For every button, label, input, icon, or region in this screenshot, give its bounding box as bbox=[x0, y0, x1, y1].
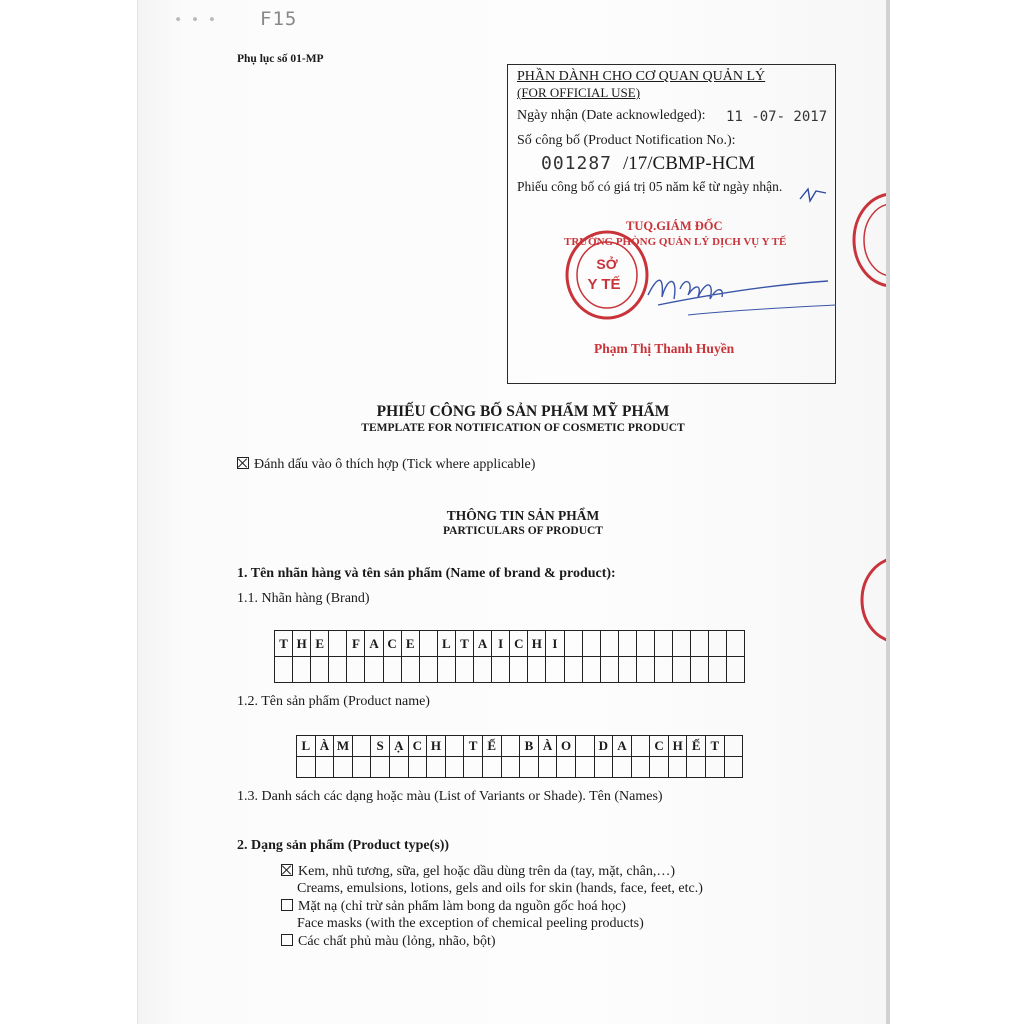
product-char-cell bbox=[409, 757, 428, 778]
product-char-cell: Ế bbox=[687, 736, 706, 757]
product-char-cell bbox=[483, 757, 502, 778]
product-char-cell bbox=[520, 757, 539, 778]
product-char-cell: C bbox=[409, 736, 428, 757]
brand-char-cell bbox=[420, 657, 438, 683]
brand-char-cell bbox=[456, 657, 474, 683]
product-type-label-en: Creams, emulsions, lotions, gels and oils for skin (hands, face, feet, etc.) bbox=[297, 881, 703, 897]
product-char-cell bbox=[650, 757, 669, 778]
product-char-cell bbox=[725, 736, 744, 757]
brand-label: 1.1. Nhãn hàng (Brand) bbox=[237, 591, 370, 606]
product-char-cell: O bbox=[557, 736, 576, 757]
brand-char-cell: T bbox=[275, 631, 293, 657]
brand-char-cell bbox=[402, 657, 420, 683]
brand-char-cell bbox=[727, 657, 745, 683]
product-char-cell bbox=[725, 757, 744, 778]
product-type-option[interactable] bbox=[281, 863, 703, 880]
product-char-cell: C bbox=[650, 736, 669, 757]
validity-text: Phiếu công bố có giá trị 05 năm kể từ ngày nhận. bbox=[517, 179, 783, 194]
brand-char-cell bbox=[311, 657, 329, 683]
product-char-cell bbox=[334, 757, 353, 778]
brand-char-cell: A bbox=[474, 631, 492, 657]
product-type-label-en: Face masks (with the exception of chemical peeling products) bbox=[297, 916, 644, 932]
brand-char-cell bbox=[420, 631, 438, 657]
brand-char-cell bbox=[492, 657, 510, 683]
product-char-cell bbox=[539, 757, 558, 778]
product-char-cell bbox=[446, 757, 465, 778]
product-type-list bbox=[281, 863, 703, 950]
brand-char-cell bbox=[709, 657, 727, 683]
product-char-cell bbox=[576, 757, 595, 778]
tick-example-checkbox bbox=[237, 457, 249, 469]
brand-char-cell bbox=[637, 657, 655, 683]
product-char-cell bbox=[632, 736, 651, 757]
product-name-grid bbox=[296, 735, 743, 778]
notification-number-suffix: /17/CBMP-HCM bbox=[623, 153, 755, 174]
product-char-cell bbox=[632, 757, 651, 778]
brand-char-cell bbox=[709, 631, 727, 657]
brand-char-cell: F bbox=[347, 631, 365, 657]
product-char-cell: D bbox=[595, 736, 614, 757]
partial-seal-top bbox=[844, 190, 886, 290]
product-char-cell bbox=[316, 757, 335, 778]
brand-name-grid bbox=[274, 630, 745, 683]
brand-char-cell bbox=[673, 657, 691, 683]
product-type-label-vi: Kem, nhũ tương, sữa, gel hoặc dầu dùng trên da (tay, mặt, chân,…) bbox=[298, 864, 676, 879]
brand-char-cell bbox=[565, 657, 583, 683]
brand-char-cell bbox=[384, 657, 402, 683]
product-char-cell: S bbox=[371, 736, 390, 757]
form-subtitle: TEMPLATE FOR NOTIFICATION OF COSMETIC PRODUCT bbox=[361, 422, 685, 434]
product-char-cell bbox=[502, 736, 521, 757]
item1-heading: 1. Tên nhãn hàng và tên sản phẩm (Name of brand & product): bbox=[237, 566, 616, 581]
product-char-cell bbox=[427, 757, 446, 778]
brand-char-cell: I bbox=[546, 631, 564, 657]
brand-char-cell bbox=[727, 631, 745, 657]
brand-char-cell: C bbox=[384, 631, 402, 657]
brand-char-cell bbox=[510, 657, 528, 683]
initial-mark bbox=[798, 185, 828, 205]
date-acknowledged-label: Ngày nhận (Date acknowledged): bbox=[517, 108, 706, 123]
brand-char-cell: E bbox=[402, 631, 420, 657]
date-acknowledged-value: 11 -07- 2017 bbox=[726, 109, 828, 125]
brand-char-cell bbox=[474, 657, 492, 683]
variants-label: 1.3. Danh sách các dạng hoặc màu (List of Variants or Shade). Tên (Names) bbox=[237, 789, 663, 804]
notification-number-label: Số công bố (Product Notification No.): bbox=[517, 133, 736, 148]
product-char-cell bbox=[353, 736, 372, 757]
brand-char-cell bbox=[655, 631, 673, 657]
brand-char-cell bbox=[365, 657, 383, 683]
brand-char-cell: E bbox=[311, 631, 329, 657]
product-type-option[interactable] bbox=[281, 933, 703, 950]
brand-char-cell: H bbox=[528, 631, 546, 657]
brand-char-cell: L bbox=[438, 631, 456, 657]
product-char-cell bbox=[353, 757, 372, 778]
document-page bbox=[138, 0, 886, 1024]
brand-char-cell: C bbox=[510, 631, 528, 657]
product-char-cell: H bbox=[669, 736, 688, 757]
brand-char-cell bbox=[673, 631, 691, 657]
product-char-cell: À bbox=[539, 736, 558, 757]
official-use-heading-en: (FOR OFFICIAL USE) bbox=[517, 85, 641, 100]
product-char-cell bbox=[390, 757, 409, 778]
product-char-cell: B bbox=[520, 736, 539, 757]
annex-label: Phụ lục số 01-MP bbox=[237, 53, 324, 65]
corner-scribble: ∙ ∙ ∙ bbox=[174, 12, 217, 28]
product-char-cell bbox=[706, 757, 725, 778]
product-char-cell: T bbox=[706, 736, 725, 757]
brand-char-cell bbox=[637, 631, 655, 657]
product-char-cell bbox=[502, 757, 521, 778]
official-use-heading: PHẦN DÀNH CHO CƠ QUAN QUẢN LÝ bbox=[517, 69, 766, 84]
corner-handwritten-note: F15 bbox=[260, 8, 298, 30]
signer-title: TUQ.GIÁM ĐỐC bbox=[626, 219, 723, 233]
product-char-cell bbox=[595, 757, 614, 778]
product-char-cell bbox=[557, 757, 576, 778]
section-subtitle: PARTICULARS OF PRODUCT bbox=[443, 525, 603, 537]
brand-char-cell bbox=[655, 657, 673, 683]
section-title: THÔNG TIN SẢN PHẨM bbox=[446, 508, 600, 523]
brand-char-cell bbox=[347, 657, 365, 683]
signer-name: Phạm Thị Thanh Huyền bbox=[594, 341, 735, 356]
product-char-cell: À bbox=[316, 736, 335, 757]
brand-char-cell bbox=[275, 657, 293, 683]
brand-char-cell bbox=[565, 631, 583, 657]
page-edge bbox=[886, 0, 890, 1024]
partial-seal-bottom bbox=[852, 556, 886, 646]
product-type-option[interactable] bbox=[281, 898, 703, 915]
product-char-cell: Ạ bbox=[390, 736, 409, 757]
product-char-cell bbox=[576, 736, 595, 757]
brand-char-cell bbox=[438, 657, 456, 683]
product-char-cell: H bbox=[427, 736, 446, 757]
product-type-checkbox[interactable] bbox=[281, 934, 293, 946]
brand-char-cell bbox=[583, 657, 601, 683]
brand-char-cell bbox=[601, 631, 619, 657]
notification-number-handwritten: 001287 bbox=[541, 153, 613, 174]
signature bbox=[628, 255, 838, 325]
brand-char-cell: T bbox=[456, 631, 474, 657]
svg-text:Y TẾ: Y TẾ bbox=[587, 276, 621, 293]
brand-char-cell bbox=[528, 657, 546, 683]
brand-char-cell bbox=[329, 657, 347, 683]
brand-char-cell: I bbox=[492, 631, 510, 657]
brand-char-cell: A bbox=[365, 631, 383, 657]
brand-char-cell bbox=[691, 631, 709, 657]
svg-text:SỞ: SỞ bbox=[596, 256, 618, 272]
brand-char-cell bbox=[329, 631, 347, 657]
brand-char-cell: H bbox=[293, 631, 311, 657]
brand-char-cell bbox=[601, 657, 619, 683]
product-name-label: 1.2. Tên sản phẩm (Product name) bbox=[237, 694, 430, 709]
brand-char-cell bbox=[293, 657, 311, 683]
brand-char-cell bbox=[619, 631, 637, 657]
product-type-label-vi: Các chất phủ màu (lỏng, nhão, bột) bbox=[298, 933, 496, 949]
product-char-cell bbox=[687, 757, 706, 778]
brand-char-cell bbox=[583, 631, 601, 657]
product-char-cell bbox=[446, 736, 465, 757]
product-type-checkbox[interactable] bbox=[281, 899, 293, 911]
item2-heading: 2. Dạng sản phẩm (Product type(s)) bbox=[237, 838, 450, 853]
product-char-cell bbox=[297, 757, 316, 778]
product-type-label-vi: Mặt nạ (chỉ trừ sản phẩm làm bong da nguồn gốc hoá học) bbox=[298, 898, 626, 914]
product-char-cell: T bbox=[464, 736, 483, 757]
product-char-cell bbox=[669, 757, 688, 778]
product-char-cell: M bbox=[334, 736, 353, 757]
brand-char-cell bbox=[691, 657, 709, 683]
product-char-cell bbox=[613, 757, 632, 778]
tick-instruction-line bbox=[237, 457, 535, 473]
form-title: PHIẾU CÔNG BỐ SẢN PHẨM MỸ PHẨM bbox=[376, 403, 670, 420]
brand-char-cell bbox=[619, 657, 637, 683]
brand-char-cell bbox=[546, 657, 564, 683]
product-char-cell bbox=[464, 757, 483, 778]
tick-instruction: Đánh dấu vào ô thích hợp (Tick where applicable) bbox=[254, 457, 536, 472]
product-char-cell: A bbox=[613, 736, 632, 757]
signer-department: TRƯỞNG PHÒNG QUẢN LÝ DỊCH VỤ Y TẾ bbox=[564, 236, 787, 248]
product-char-cell: Ế bbox=[483, 736, 502, 757]
official-use-box bbox=[507, 64, 836, 384]
product-char-cell bbox=[371, 757, 390, 778]
product-type-checkbox[interactable] bbox=[281, 864, 293, 876]
product-char-cell: L bbox=[297, 736, 316, 757]
